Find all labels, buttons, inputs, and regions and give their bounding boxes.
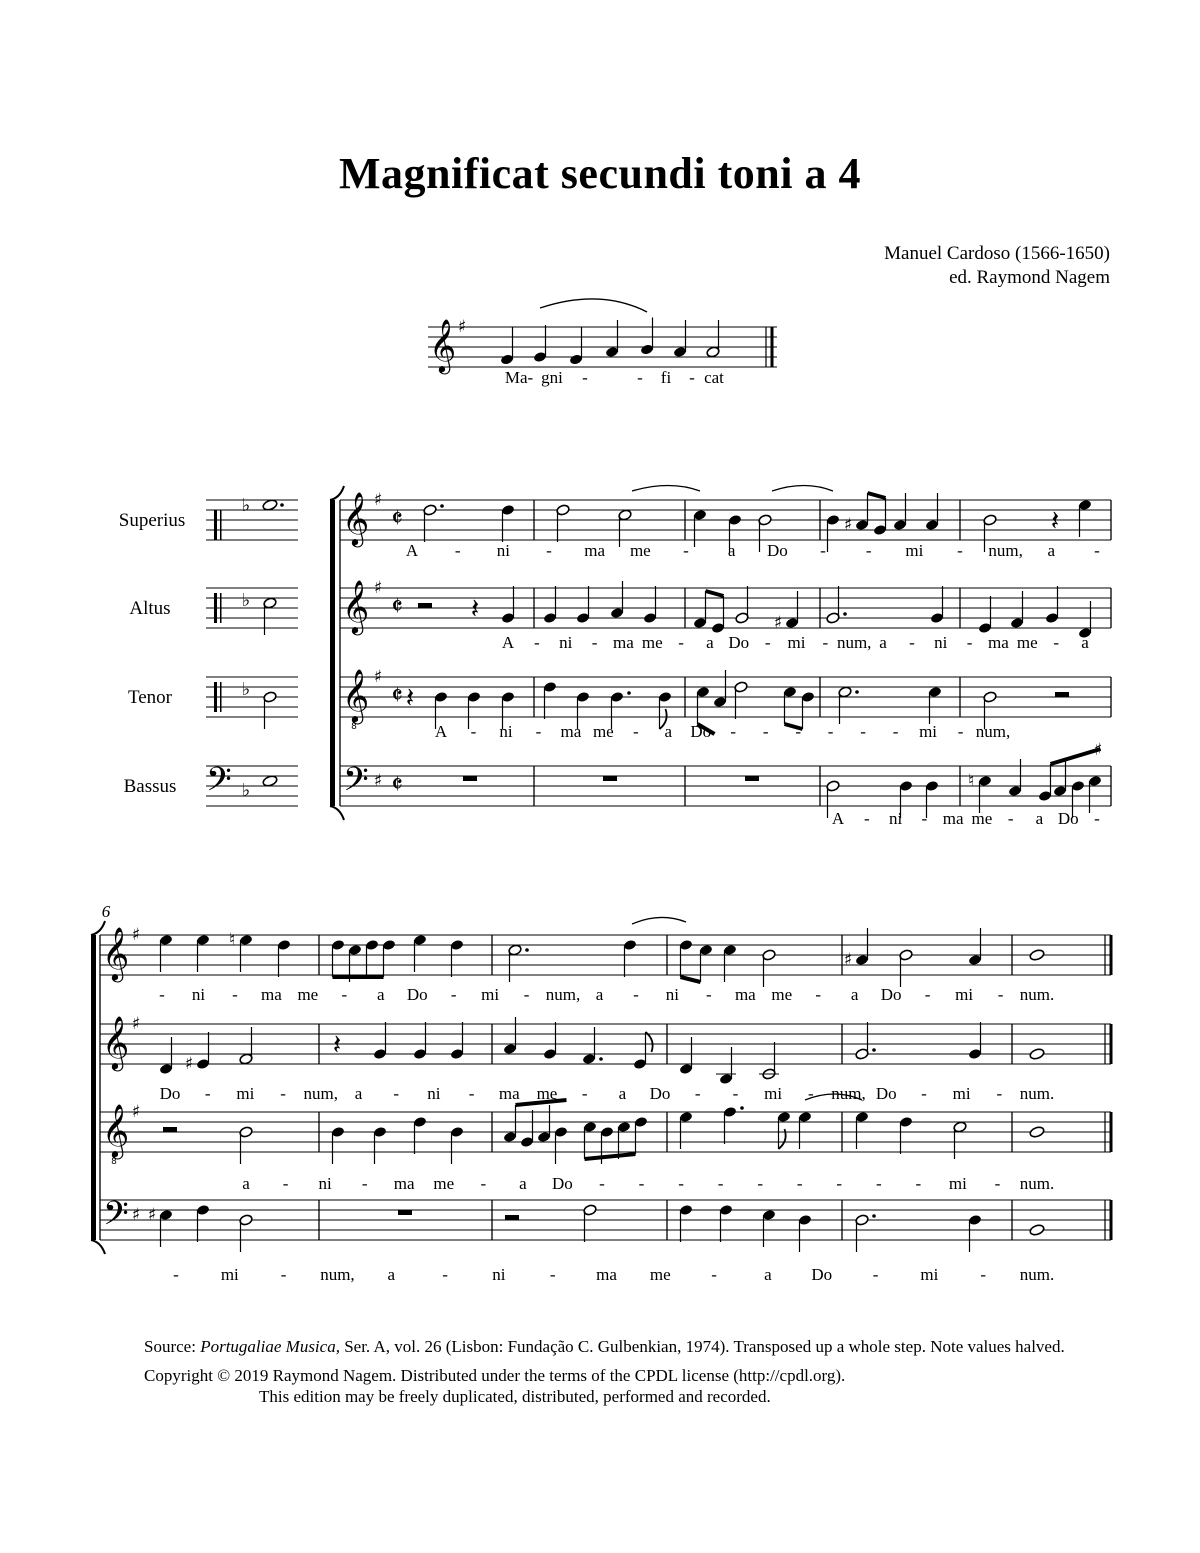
lyric-syllable: ni	[318, 1174, 332, 1193]
lyric-syllable: me	[649, 1265, 671, 1284]
lyric-syllable: -	[717, 1174, 724, 1193]
lyric-syllable: -	[694, 1084, 701, 1103]
lyric-syllable: fi	[660, 368, 672, 387]
lyric-syllable: -	[730, 722, 737, 741]
lyric-syllable: a	[1035, 809, 1044, 828]
treble-clef-icon: 𝄞	[429, 318, 457, 372]
cut-time-icon: 𝄵	[391, 681, 403, 711]
octave-mark: 8	[111, 1157, 117, 1167]
lyric-syllable: ni	[499, 722, 513, 741]
lyric-syllable: -	[204, 1084, 211, 1103]
c-clef-bar	[214, 510, 217, 540]
flat-icon: ♭	[241, 495, 251, 516]
lyric-syllable: -	[599, 1174, 605, 1193]
lyric-syllable: -	[689, 368, 695, 387]
treble-clef-icon: 𝄞	[342, 491, 370, 545]
flat-icon: ♭	[241, 780, 251, 801]
prefatory-staves	[119, 495, 298, 807]
lyric-syllable: Do	[406, 985, 428, 1004]
lyric-syllable: a	[1047, 541, 1056, 560]
lyric-syllable: me	[297, 985, 319, 1004]
lyric-syllable: -	[795, 722, 802, 741]
system-1	[330, 486, 1111, 829]
c-clef-bar	[214, 593, 217, 623]
lyric-syllable: me	[536, 1084, 558, 1103]
half-rest	[505, 1215, 519, 1220]
lyric-syllable: num.	[1019, 1174, 1055, 1193]
lyric-syllable: num.	[1019, 985, 1055, 1004]
sharp-icon: ♯	[843, 950, 853, 970]
sharp-icon: ♯	[373, 490, 383, 510]
augmentation-dot	[440, 504, 444, 508]
flat-icon: ♭	[241, 590, 251, 611]
lyric-syllable: -	[1007, 809, 1014, 828]
lyric-syllable: Do	[875, 1084, 897, 1103]
tie	[632, 917, 686, 924]
lyric-syllable: a	[595, 985, 604, 1004]
lyric-syllable: num,	[320, 1265, 355, 1284]
sharp-icon: ♯	[373, 771, 383, 791]
lyric-syllable: -	[796, 1174, 803, 1193]
sharp-icon: ♯	[843, 515, 853, 535]
lyric-syllable: a	[850, 985, 859, 1004]
editor-name: ed. Raymond Nagem	[949, 267, 1110, 288]
lyric-syllable: -	[468, 1084, 475, 1103]
lyric-syllable: -	[924, 985, 931, 1004]
note-head	[1029, 949, 1045, 962]
lyric-syllable: num,	[836, 633, 872, 652]
lyric-syllable: a	[618, 1084, 627, 1103]
lyric-syllable: -	[827, 722, 834, 741]
lyric-syllable: -	[159, 985, 165, 1004]
lyric-syllable: ma	[260, 985, 282, 1004]
lyric-syllable: -	[1094, 809, 1100, 828]
whole-rest	[603, 776, 617, 781]
half-rest	[1055, 692, 1069, 697]
lyric-syllable: ma	[596, 1265, 617, 1284]
lyric-syllable: -	[875, 1174, 882, 1193]
tie	[632, 486, 700, 492]
lyric-syllable: ma	[498, 1084, 520, 1103]
lyric-syllable: num,	[545, 985, 581, 1004]
lyric-syllable: -	[282, 1174, 289, 1193]
lyric-syllable: a	[879, 633, 887, 652]
cut-time-icon: 𝄵	[391, 592, 403, 622]
beam	[681, 977, 701, 982]
lyric-syllable: -	[280, 1265, 287, 1284]
treble-clef-icon: 𝄞	[102, 1103, 130, 1157]
lyric-syllable: -	[393, 1084, 400, 1103]
c-clef-bar	[220, 510, 222, 540]
lyric-syllable: Do	[552, 1174, 573, 1193]
augmentation-dot	[872, 1214, 876, 1218]
treble-clef-icon: 𝄞	[342, 579, 370, 633]
lyric-syllable: -	[638, 1174, 645, 1193]
lyric-syllable: a	[519, 1174, 527, 1193]
half-rest	[163, 1127, 177, 1132]
lyric-syllable: mi	[481, 985, 500, 1004]
lyric-syllable: mi	[920, 1265, 939, 1284]
lyric-syllable: -	[909, 633, 915, 652]
lyric-syllable: ni	[665, 985, 680, 1004]
lyric-syllable: me	[771, 985, 793, 1004]
lyric-syllable: -	[815, 985, 822, 1004]
quarter-rest-icon: 𝄽	[332, 1028, 342, 1061]
bracket-hook	[330, 806, 344, 820]
footer	[144, 1336, 1084, 1407]
quarter-rest-icon: 𝄽	[470, 592, 480, 625]
system-bracket	[330, 500, 335, 806]
voice-name-altus: Altus	[129, 598, 171, 619]
note-flag	[646, 1032, 653, 1052]
lyric-syllable: -	[865, 541, 872, 560]
whole-rest	[463, 776, 477, 781]
sharp-icon: ♯	[773, 613, 783, 633]
lyric-syllable: ma	[942, 809, 964, 828]
lyric-syllable: Ma-	[504, 368, 534, 387]
lyric-syllable: -	[966, 633, 973, 652]
lyric-syllable: mi	[952, 1084, 971, 1103]
lyric-syllable: mi	[955, 985, 974, 1004]
lyric-syllable: me	[433, 1174, 455, 1193]
note-head	[1029, 1048, 1045, 1061]
augmentation-dot	[627, 691, 631, 695]
tie	[772, 486, 833, 492]
lyric-syllable: a	[706, 633, 714, 652]
lyric-syllable: A	[501, 633, 515, 652]
lyric-syllable: -	[549, 1265, 556, 1284]
lyric-syllable: -	[232, 985, 238, 1004]
lyric-syllable: Do	[811, 1265, 833, 1284]
treble-clef-icon: 𝄞	[102, 1015, 130, 1069]
sharp-icon: ♯	[373, 578, 383, 598]
system-bracket	[91, 935, 96, 1240]
lyric-syllable: ni	[427, 1084, 441, 1103]
augmentation-dot	[599, 1057, 603, 1061]
lyric-syllable: a	[1081, 633, 1089, 652]
lyric-syllable: num.	[1019, 1265, 1055, 1284]
lyric-syllable: num.	[1019, 1084, 1055, 1103]
bass-clef-icon: 𝄢	[343, 761, 369, 807]
lyric-syllable: Do	[159, 1084, 181, 1103]
lyric-syllable: ma	[988, 633, 1009, 652]
lyric-syllable: -	[957, 722, 964, 741]
lyric-syllable: -	[994, 1174, 1001, 1193]
lyric-syllable: -	[711, 1265, 717, 1284]
lyric-syllable: -	[921, 1084, 927, 1103]
lyric-syllable: -	[762, 722, 769, 741]
bass-clef-icon: 𝄢	[206, 761, 232, 807]
lyric-syllable: -	[683, 541, 689, 560]
lyric-syllable: -	[442, 1265, 448, 1284]
lyric-syllable: -	[534, 633, 540, 652]
augmentation-dot	[843, 612, 847, 616]
lyric-syllable: a	[387, 1265, 396, 1284]
lyric-syllable: Do	[649, 1084, 671, 1103]
lyric-syllable: -	[632, 722, 639, 741]
augmentation-dot	[525, 948, 529, 952]
voice-name-superius: Superius	[118, 510, 186, 531]
lyric-syllable: ni	[559, 633, 573, 652]
system-2	[91, 902, 1111, 1284]
lyric-syllable: a	[764, 1265, 772, 1284]
measure-number: 6	[101, 902, 111, 921]
lyric-syllable: -	[820, 541, 826, 560]
lyric-syllable: a	[727, 541, 736, 560]
lyric-syllable: -	[732, 1084, 739, 1103]
cut-time-icon: 𝄵	[391, 504, 403, 534]
lyric-syllable: ni	[191, 985, 206, 1004]
cut-time-icon: 𝄵	[391, 770, 403, 800]
lyric-syllable: me	[641, 633, 663, 652]
natural-icon: ♮	[967, 771, 975, 791]
sharp-icon: ♯	[184, 1054, 194, 1074]
quarter-rest-icon: 𝄽	[1050, 504, 1060, 537]
natural-icon: ♮	[228, 930, 236, 950]
sharp-icon: ♯	[147, 1205, 157, 1225]
quarter-rest-icon: 𝄽	[405, 681, 415, 714]
lyric-syllable: mi	[948, 1174, 967, 1193]
lyric-syllable: Do	[880, 985, 902, 1004]
sharp-icon: ♯	[131, 1205, 141, 1225]
lyric-syllable: -	[454, 541, 461, 560]
lyric-syllable: -	[807, 1084, 814, 1103]
sharp-icon: ♯	[1093, 740, 1103, 760]
lyric-syllable: ni	[496, 541, 510, 560]
lyric-syllable: -	[997, 985, 1004, 1004]
whole-rest	[398, 1210, 412, 1215]
lyric-syllable: -	[764, 633, 771, 652]
c-clef-bar	[214, 682, 217, 712]
lyric-syllable: ma	[393, 1174, 415, 1193]
lyric-syllable: -	[822, 633, 829, 652]
lyric-syllable: -	[872, 1265, 879, 1284]
lyric-syllable: mi	[236, 1084, 255, 1103]
copyright-line: Copyright © 2019 Raymond Nagem. Distributed under the terms of the CPDL license (http://cpdl.org).	[144, 1366, 846, 1385]
lyric-syllable: ma	[584, 541, 606, 560]
lyric-syllable: gni	[541, 368, 563, 387]
whole-rest	[745, 776, 759, 781]
sharp-icon: ♯	[131, 1102, 141, 1122]
lyric-syllable: num,	[303, 1084, 339, 1103]
voice-name-tenor: Tenor	[127, 687, 173, 708]
lyric-syllable: Do	[690, 722, 712, 741]
lyric-syllable: -	[591, 633, 598, 652]
bracket-hook	[91, 1240, 105, 1254]
voice-name-bassus: Bassus	[123, 776, 177, 797]
source-title: Portugaliae Musica,	[200, 1337, 340, 1356]
piece-title: Magnificat secundi toni a 4	[339, 149, 861, 198]
lyric-syllable: mi	[905, 541, 924, 560]
lyric-syllable: -	[678, 633, 684, 652]
sharp-icon: ♯	[131, 1014, 141, 1034]
source-note: Source: Portugaliae Musica, Ser. A, vol. 26 (Lisbon: Fundação C. Gulbenkian, 1974). Transposed up a whole step. Note values halved.	[144, 1337, 1065, 1356]
lyric-syllable: -	[921, 809, 928, 828]
lyric-syllable: -	[480, 1174, 487, 1193]
intonation-incipit	[428, 299, 777, 387]
c-clef-bar	[220, 593, 222, 623]
beam	[706, 591, 724, 596]
lyric-syllable: mi	[764, 1084, 783, 1103]
lyric-syllable: -	[957, 541, 963, 560]
lyric-syllable: me	[971, 809, 993, 828]
flat-icon: ♭	[241, 679, 251, 700]
augmentation-dot	[740, 1106, 744, 1110]
lyric-syllable: -	[863, 809, 870, 828]
lyric-syllable: a	[242, 1174, 250, 1193]
half-rest	[418, 603, 432, 608]
lyric-syllable: -	[860, 722, 866, 741]
lyric-syllable: A	[434, 722, 448, 741]
note-head	[1029, 1126, 1045, 1139]
lyric-syllable: mi	[220, 1265, 239, 1284]
augmentation-dot	[280, 503, 284, 507]
lyric-syllable: num,	[975, 722, 1011, 741]
license-line: This edition may be freely duplicated, distributed, performed and recorded.	[259, 1387, 771, 1406]
lyric-syllable: -	[757, 1174, 763, 1193]
lyric-syllable: Do	[1057, 809, 1079, 828]
augmentation-dot	[872, 1048, 876, 1052]
lyric-syllable: -	[706, 985, 712, 1004]
lyric-syllable: a	[664, 722, 673, 741]
lyric-syllable: ni	[492, 1265, 506, 1284]
lyric-syllable: me	[629, 541, 651, 560]
lyric-syllable: cat	[704, 368, 724, 387]
beam	[585, 1154, 636, 1159]
sharp-icon: ♯	[131, 925, 141, 945]
lyric-syllable: num,	[831, 1084, 866, 1103]
beam	[868, 493, 886, 498]
lyric-syllable: -	[582, 368, 588, 387]
lyric-syllable: -	[280, 1084, 286, 1103]
lyric-syllable: -	[535, 722, 542, 741]
lyric-syllable: -	[996, 1084, 1003, 1103]
slur	[540, 299, 647, 312]
lyric-syllable: -	[361, 1174, 368, 1193]
augmentation-dot	[855, 690, 859, 694]
lyric-syllable: -	[450, 985, 457, 1004]
lyric-syllable: a	[376, 985, 385, 1004]
lyric-syllable: -	[1053, 633, 1059, 652]
lyric-syllable: Do	[766, 541, 788, 560]
treble-clef-icon: 𝄞	[102, 926, 130, 980]
lyric-syllable: ni	[888, 809, 903, 828]
lyric-syllable: -	[470, 722, 477, 741]
lyric-syllable: -	[523, 985, 530, 1004]
lyric-syllable: mi	[787, 633, 806, 652]
lyric-syllable: ni	[934, 633, 948, 652]
lyric-syllable: -	[1094, 541, 1100, 560]
lyric-syllable: -	[637, 368, 643, 387]
lyric-syllable: A	[405, 541, 419, 560]
lyric-syllable: a	[354, 1084, 363, 1103]
octave-mark: 8	[351, 722, 357, 732]
lyric-syllable: me	[1016, 633, 1038, 652]
bass-clef-icon: 𝄢	[103, 1195, 129, 1241]
note-head	[1029, 1224, 1045, 1237]
lyric-syllable: -	[633, 985, 639, 1004]
lyric-syllable: -	[341, 985, 348, 1004]
lyric-syllable: -	[980, 1265, 987, 1284]
c-clef-bar	[220, 682, 222, 712]
sharp-icon: ♯	[457, 317, 467, 337]
lyric-syllable: mi	[919, 722, 938, 741]
lyric-syllable: me	[592, 722, 614, 741]
lyric-syllable: ma	[613, 633, 634, 652]
lyric-syllable: ma	[734, 985, 756, 1004]
sharp-icon: ♯	[373, 667, 383, 687]
lyric-syllable: -	[678, 1174, 684, 1193]
lyric-syllable: -	[546, 541, 552, 560]
lyric-syllable: -	[892, 722, 899, 741]
composer-name: Manuel Cardoso (1566-1650)	[884, 243, 1110, 264]
lyric-syllable: A	[831, 809, 845, 828]
lyric-syllable: -	[173, 1265, 179, 1284]
lyric-syllable: ma	[560, 722, 582, 741]
lyric-syllable: num,	[988, 541, 1023, 560]
lyric-syllable: Do	[728, 633, 750, 652]
lyric-syllable: -	[836, 1174, 843, 1193]
lyric-syllable: -	[915, 1174, 922, 1193]
lyric-syllable: -	[581, 1084, 588, 1103]
treble-clef-icon: 𝄞	[342, 668, 370, 722]
